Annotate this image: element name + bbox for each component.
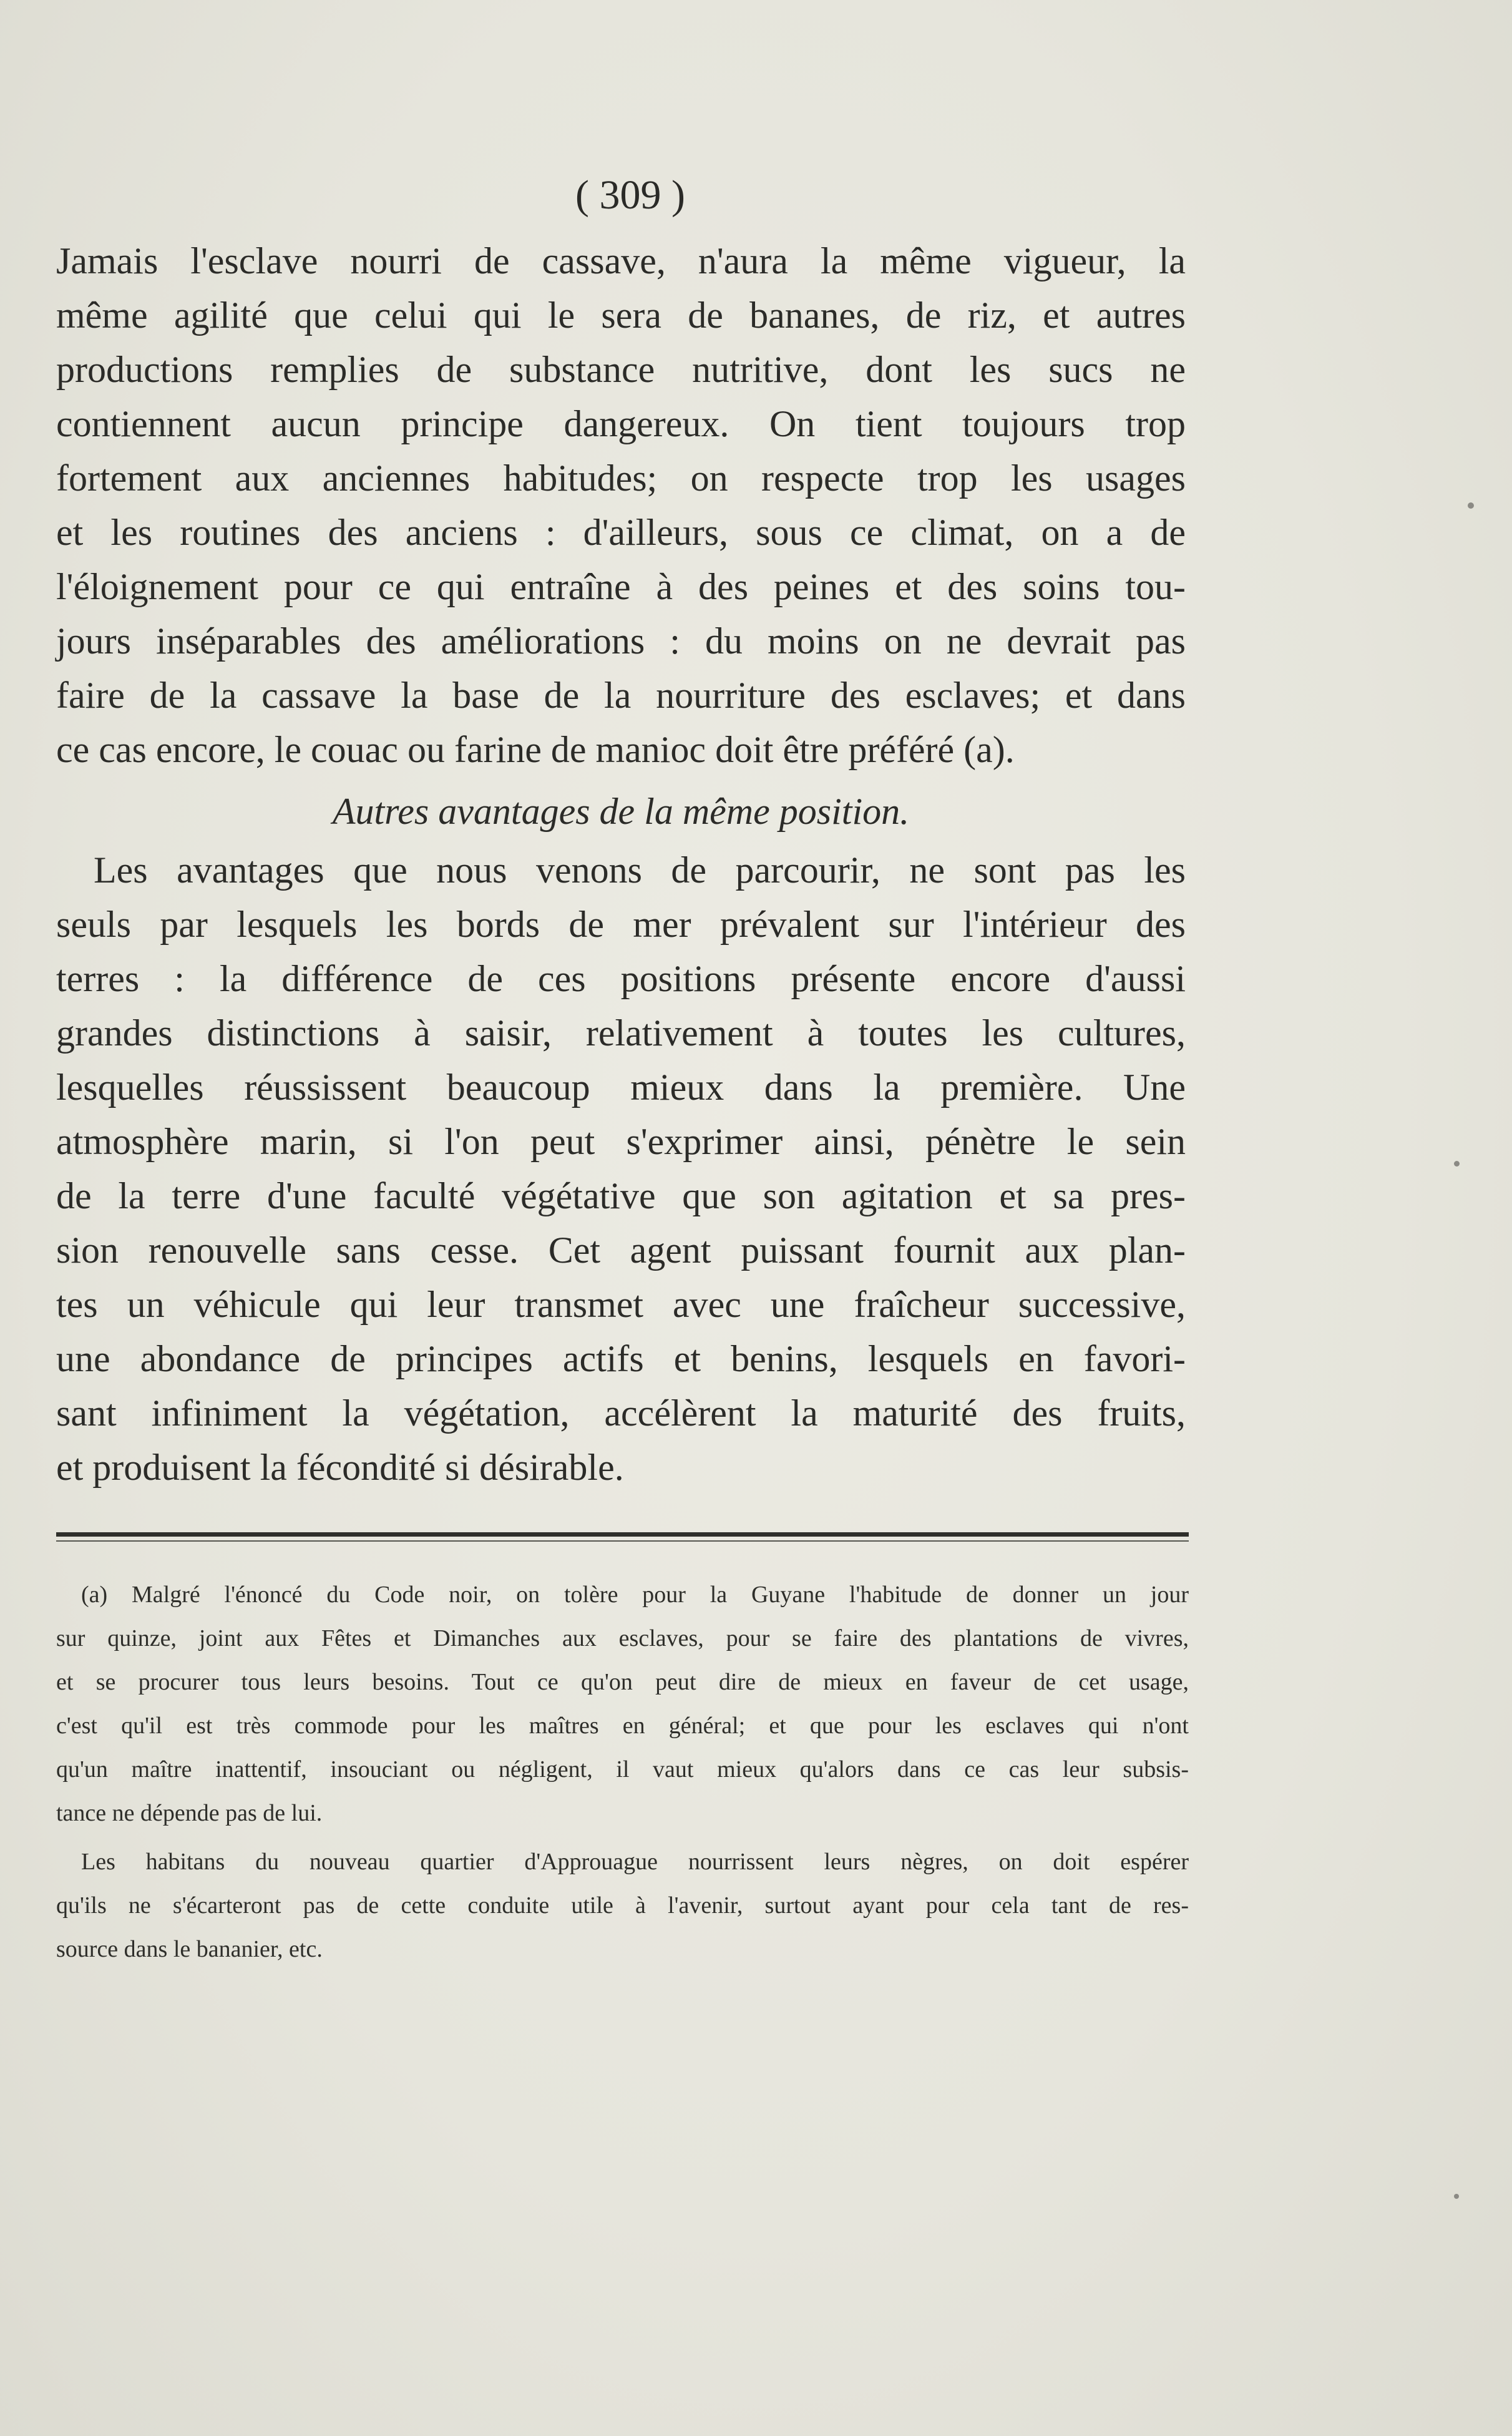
text-line: contiennent aucun principe dangereux. On tient toujours trop: [56, 403, 1186, 444]
text-line: sant infiniment la végétation, accélèrent la maturité des fruits,: [56, 1392, 1186, 1434]
section-heading: Autres avantages de la même position.: [332, 791, 910, 832]
paragraph-1: [56, 234, 1186, 777]
footnote-line: sur quinze, joint aux Fêtes et Dimanches aux esclaves, pour se faire des plantations de vivres,: [56, 1625, 1189, 1651]
footnote-line: tance ne dépende pas de lui.: [56, 1800, 323, 1826]
text-line: fortement aux anciennes habitudes; on respecte trop les usages: [56, 457, 1186, 499]
text-line: grandes distinctions à saisir, relativement à toutes les cultures,: [56, 1012, 1186, 1054]
text-line: productions remplies de substance nutritive, dont les sucs ne: [56, 349, 1186, 390]
text-line: même agilité que celui qui le sera de bananes, de riz, et autres: [56, 295, 1186, 336]
footnote-line: Les habitans du nouveau quartier d'Approuague nourrissent leurs nègres, on doit espérer: [81, 1849, 1189, 1875]
footnote-line: c'est qu'il est très commode pour les maîtres en général; et que pour les esclaves qui n'ont: [56, 1713, 1189, 1739]
text-line: faire de la cassave la base de la nourriture des esclaves; et dans: [56, 675, 1186, 716]
text-line: une abondance de principes actifs et benins, lesquels en favori-: [56, 1338, 1186, 1379]
text-line: Jamais l'esclave nourri de cassave, n'aura la même vigueur, la: [56, 240, 1186, 281]
text-line: sion renouvelle sans cesse. Cet agent puissant fournit aux plan-: [56, 1230, 1186, 1271]
footnote-line: source dans le bananier, etc.: [56, 1936, 323, 1962]
footnote-line: qu'ils ne s'écarteront pas de cette conduite utile à l'avenir, surtout ayant pour cela tant de res-: [56, 1892, 1189, 1919]
text-line: seuls par lesquels les bords de mer prévalent sur l'intérieur des: [56, 904, 1186, 945]
footnote-divider: [56, 1532, 1189, 1537]
text-line: terres : la différence de ces positions présente encore d'aussi: [56, 958, 1186, 999]
text-line: et produisent la fécondité si désirable.: [56, 1447, 624, 1488]
text-line: tes un véhicule qui leur transmet avec une fraîcheur successive,: [56, 1284, 1186, 1325]
main-text: [56, 234, 1186, 1495]
text-line: Les avantages que nous venons de parcourir, ne sont pas les: [94, 849, 1186, 891]
text-line: et les routines des anciens : d'ailleurs, sous ce climat, on a de: [56, 512, 1186, 553]
footnotes: [56, 1573, 1189, 1971]
text-line: ce cas encore, le couac ou farine de manioc doit être préféré (a).: [56, 729, 1015, 770]
paper-speck: [1468, 502, 1474, 509]
text-line: l'éloignement pour ce qui entraîne à des peines et des soins tou-: [56, 566, 1186, 607]
text-line: atmosphère marin, si l'on peut s'exprimer ainsi, pénètre le sein: [56, 1121, 1186, 1162]
footnote-divider-thin: [56, 1540, 1189, 1542]
page-number: ( 309 ): [575, 172, 685, 218]
text-line: jours inséparables des améliorations : du moins on ne devrait pas: [56, 620, 1186, 662]
text-line: lesquelles réussissent beaucoup mieux dans la première. Une: [56, 1067, 1186, 1108]
paper-speck: [1454, 2194, 1459, 2199]
paragraph-2: [56, 843, 1186, 1495]
footnote-a: [56, 1573, 1189, 1835]
footnote-line: (a) Malgré l'énoncé du Code noir, on tolère pour la Guyane l'habitude de donner un jour: [81, 1582, 1189, 1608]
footnote-continuation: [56, 1840, 1189, 1971]
text-line: de la terre d'une faculté végétative que son agitation et sa pres-: [56, 1175, 1186, 1216]
paper-speck: [1454, 1161, 1460, 1167]
footnote-line: qu'un maître inattentif, insouciant ou négligent, il vaut mieux qu'alors dans ce cas leur subsis-: [56, 1756, 1189, 1783]
footnote-line: et se procurer tous leurs besoins. Tout ce qu'on peut dire de mieux en faveur de cet usage,: [56, 1669, 1189, 1695]
